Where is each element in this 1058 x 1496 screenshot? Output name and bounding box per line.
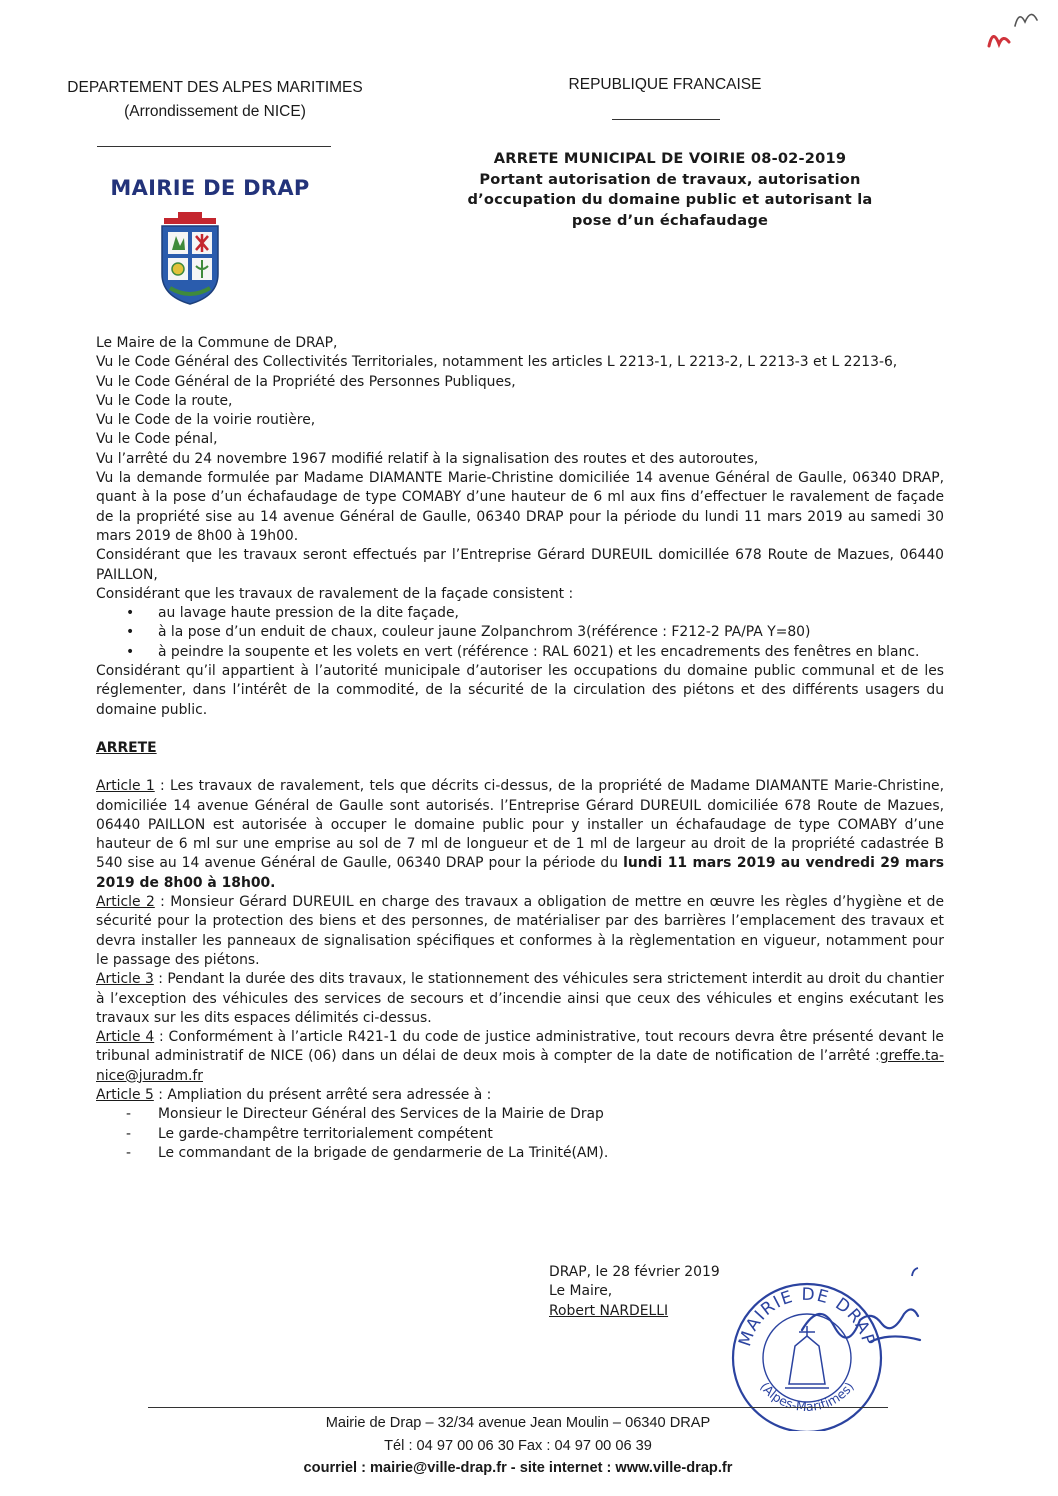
- list-item: • au lavage haute pression de la dite façade,: [96, 604, 944, 623]
- drap-coat-of-arms-icon: [158, 212, 222, 306]
- bullet-icon: •: [126, 624, 135, 641]
- works-list: [96, 604, 944, 662]
- preamble-paragraph: Le Maire de la Commune de DRAP,: [96, 335, 338, 351]
- court-email-link[interactable]: greffe.ta-nice@juradm.fr: [96, 1048, 944, 1084]
- bullet-icon: •: [126, 643, 135, 660]
- department-divider: [97, 146, 331, 147]
- footer-phone: Tél : 04 97 00 06 30 Fax : 04 97 00 06 39: [384, 1437, 652, 1454]
- decree-body: [96, 334, 944, 1163]
- dash-icon: -: [126, 1144, 132, 1161]
- preamble-paragraph: Vu la demande formulée par Madame DIAMANTE Marie-Christine domiciliée 14 avenue Général de Gaulle, 06340 DRAP, quant à la pose d’un échafaudage de type COMABY d’une hauteur de 6 ml aux fins d’effectuer le ravalement de façade de la propriété sise au 14 avenue Général de Gaulle, 06340 DRAP pour la période du lundi 11 mars 2019 au samedi 30 mars 2019 de 8h00 à 19h00.: [96, 470, 944, 544]
- decree-number: ARRETE MUNICIPAL DE VOIRIE 08-02-2019: [493, 150, 847, 167]
- footer-address: Mairie de Drap – 32/34 avenue Jean Moulin – 06340 DRAP: [325, 1415, 711, 1431]
- preamble-paragraph: Vu le Code la route,: [96, 392, 233, 409]
- period-bold: lundi 11 mars 2019 au vendredi 29 mars 2019 de 8h00 à 18h00.: [96, 855, 944, 891]
- footer-contact: courriel : mairie@ville-drap.fr - site internet : www.ville-drap.fr: [303, 1460, 733, 1476]
- preamble-paragraph: Vu l’arrêté du 24 novembre 1967 modifié relatif à la signalisation des routes et des autoroutes,: [96, 450, 759, 467]
- republic-divider: [612, 119, 720, 120]
- decree-subject-line: pose d’un échafaudage: [571, 211, 769, 229]
- stamp-bottom-text: (Alpes-Maritimes): [757, 1379, 857, 1415]
- arrete-heading: ARRETE: [96, 739, 157, 756]
- place-date: DRAP, le 28 février 2019: [549, 1264, 720, 1280]
- article-3: Article 3 : Pendant la durée des dits travaux, le stationnement des véhicules sera strictement interdit au droit du chantier à l’exception des véhicules des services de secours et d’incendie ainsi que ceux des véhicules et engins exécutant les travaux sur les dits espaces délimités ci-dessus.: [96, 971, 944, 1026]
- department-header: [40, 76, 390, 124]
- dash-icon: -: [126, 1106, 132, 1123]
- list-item: - Monsieur le Directeur Général des Services de la Mairie de Drap: [96, 1105, 944, 1124]
- article-label: Article 2: [96, 894, 155, 911]
- article-label: Article 1: [96, 778, 155, 795]
- list-item: • à la pose d’un enduit de chaux, couleur jaune Zolpanchrom 3(référence : F212-2 PA/PA Y=80): [96, 623, 944, 642]
- preamble-paragraph: Vu le Code Général de la Propriété des Personnes Publiques,: [96, 373, 516, 390]
- recipients-list: [96, 1105, 944, 1163]
- preamble-paragraph: Vu le Code de la voirie routière,: [96, 412, 316, 429]
- handwritten-initials-icon: [985, 6, 1045, 56]
- preamble-paragraph: Vu le Code pénal,: [96, 431, 218, 448]
- article-label: Article 4: [96, 1029, 155, 1046]
- preamble-paragraph: Considérant que les travaux seront effectués par l’Entreprise Gérard DUREUIL domicillée 678 Route de Mazues, 06440 PAILLON,: [96, 547, 944, 583]
- preamble-paragraph: Considérant qu’il appartient à l’autorité municipale d’autoriser les occupations du domaine public communal et de les réglementer, dans l’intérêt de la commodité, de la sécurité de la circulation des piétons et des différents usagers du domaine public.: [96, 663, 944, 718]
- list-item: - Le commandant de la brigade de gendarmerie de La Trinité(AM).: [96, 1144, 944, 1163]
- republic-header: REPUBLIQUE FRANCAISE: [568, 76, 762, 93]
- arrondissement-line: (Arrondissement de NICE): [124, 103, 306, 120]
- preamble-paragraph: Vu le Code Général des Collectivités Territoriales, notamment les articles L 2213-1, L 2213-2, L 2213-3 et L 2213-6,: [96, 354, 898, 371]
- footer: [200, 1412, 836, 1480]
- article-2: Article 2 : Monsieur Gérard DUREUIL en charge des travaux a obligation de mettre en œuvre les règles d’hygiène et de sécurité pour la protection des biens et des personnes, de matérialiser par des barrières l’emplacement des travaux et devra installer les panneaux de signalisation spécifiques et conformes à la règlementation en vigueur, notamment pour le passage des piétons.: [96, 894, 945, 968]
- decree-title: [420, 149, 920, 231]
- article-1: Article 1 : Les travaux de ravalement, tels que décrits ci-dessus, de la propriété de Madame DIAMANTE Marie-Christine, domiciliée 14 avenue Général de Gaulle sont autorisés. l’Entreprise Gérard DUREUIL domiciliée 678 Route de Mazues, 06440 PAILLON est autorisée à occuper le domaine public pour y installer un échafaudage de type COMABY d’une hauteur de 6 ml sur une emprise au sol de 7 ml de longueur et de 1 ml de largeur au droit de la propriété cadastrée B 540 sise au 14 avenue Général de Gaulle, 06340 DRAP pour la période du lundi 11 mars 2019 au vendredi 29 mars 2019 de 8h00 à 18h00.: [96, 778, 944, 891]
- decree-subject-line: d’occupation du domaine public et autorisant la: [467, 191, 873, 208]
- article-label: Article 3: [96, 971, 154, 988]
- handwritten-signature-icon: [800, 1290, 930, 1360]
- signature-block: [549, 1263, 720, 1321]
- footer-divider: [148, 1407, 888, 1408]
- preamble-paragraph: Considérant que les travaux de ravalement de la façade consistent :: [96, 585, 574, 602]
- stamp-top-text: MAIRIE DE DRAP: [735, 1284, 879, 1349]
- article-5: Article 5 : Ampliation du présent arrêté sera adressée à :: [96, 1086, 492, 1103]
- department-line: DEPARTEMENT DES ALPES MARITIMES: [67, 79, 363, 96]
- mairie-title: MAIRIE DE DRAP: [110, 176, 310, 200]
- list-item: • à peindre la soupente et les volets en vert (référence : RAL 6021) et les encadrements des fenêtres en blanc.: [96, 643, 944, 662]
- signatory-name: Robert NARDELLI: [549, 1302, 669, 1319]
- dash-icon: -: [126, 1125, 132, 1142]
- ink-mark-icon: [910, 1266, 920, 1278]
- decree-subject-line: Portant autorisation de travaux, autorisation: [479, 170, 861, 188]
- signatory-role: Le Maire,: [549, 1283, 613, 1300]
- bullet-icon: •: [126, 605, 135, 622]
- list-item: - Le garde-champêtre territorialement compétent: [96, 1125, 944, 1144]
- article-4: Article 4 : Conformément à l’article R421-1 du code de justice administrative, tout recours devra être présenté devant le tribunal administratif de NICE (06) dans un délai de deux mois à compter de la date de notification de l’arrêté :greffe.ta-nice@juradm.fr: [96, 1029, 944, 1084]
- article-label: Article 5: [96, 1086, 154, 1103]
